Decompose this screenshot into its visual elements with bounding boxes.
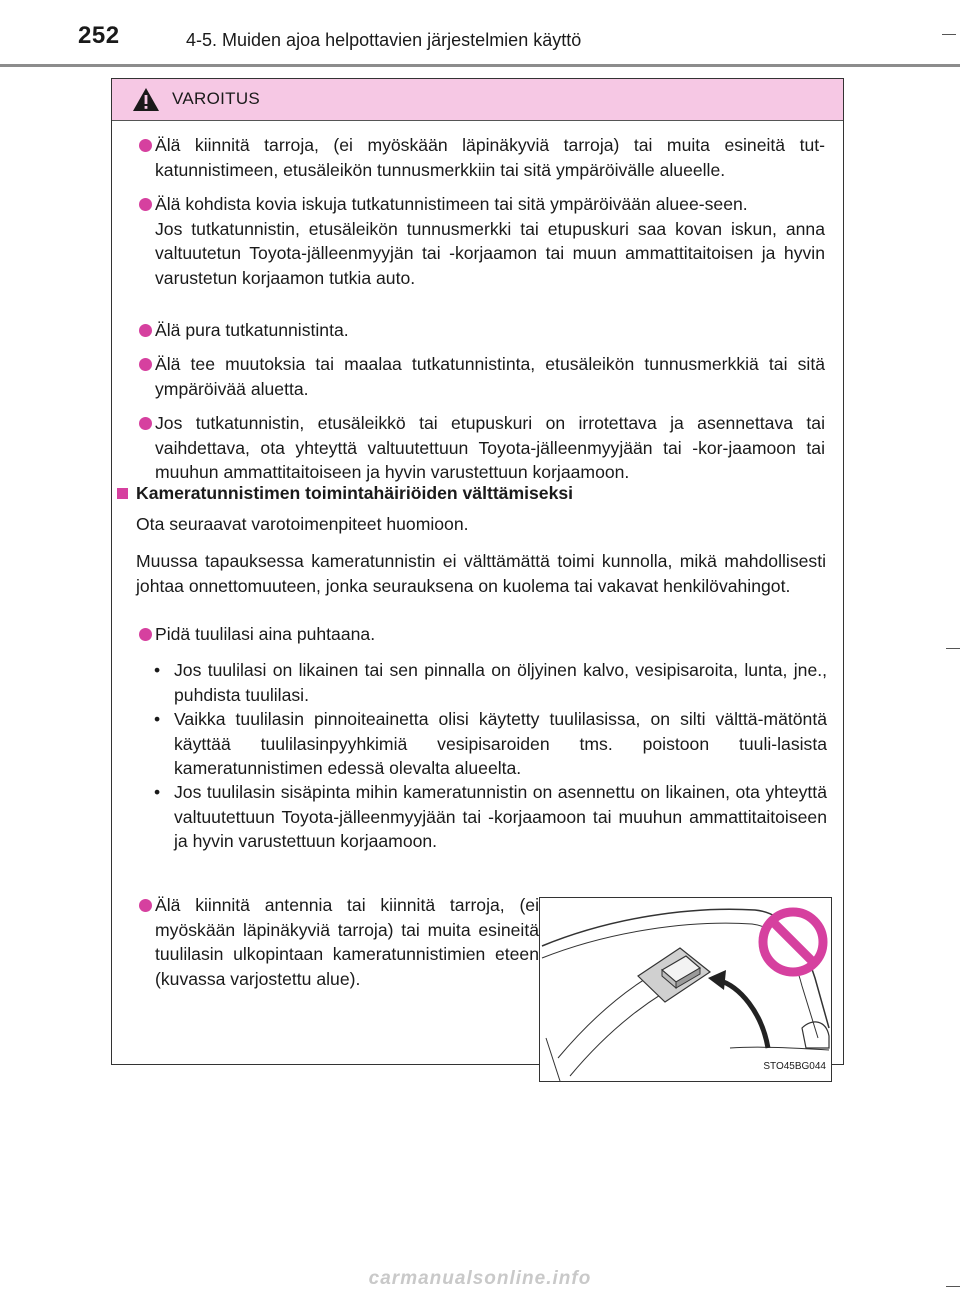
bullet-point-icon: • [154,709,161,729]
subsection-heading [112,481,832,506]
warning-title: VAROITUS [172,89,261,108]
sub-list-item-text: Vaikka tuulilasin pinnoiteainetta olisi käytetty tuulilasissa, on silti välttä-mätöntä käyttää tuulilasinpyyhkimiä vesipisaroiden tms. poistoon tuuli-lasista kameratunnistimen edessä olevalta alueelta. [174,709,827,778]
list-item [125,352,825,401]
list-item-text: Älä pura tutkatunnistinta. [155,320,349,340]
bullet-dot-icon [139,358,152,371]
list-item [125,133,825,182]
list-item [125,622,825,647]
crop-mark [942,34,956,35]
list-item-text: Jos tutkatunnistin, etusäleikön tunnusmerkki tai etupuskuri saa kovan iskun, anna valtuutetun Toyota-jälleenmyyjän tai -korjaamon tai muun ammattitaitoisen ja hyvin varustetun korjaamon tutkia auto. [155,218,825,288]
warning-box [111,78,844,1072]
list-item-text: Pidä tuulilasi aina puhtaana. [155,624,376,644]
crop-mark [946,648,960,649]
list-item-text: Älä kiinnitä tarroja, (ei myöskään läpinäkyviä tarroja) tai muita esineitä tut-katunnistimeen, etusäleikön tunnusmerkkiin tai sitä ympäröivälle alueelle. [155,135,825,180]
warning-triangle-icon [132,87,160,112]
page-number: 252 [78,22,120,49]
list-item-text: Älä tee muutoksia tai maalaa tutkatunnistinta, etusäleikön tunnusmerkkiä tai sitä ympäröivää aluetta. [155,354,825,399]
list-item-text: Älä kohdista kovia iskuja tutkatunnistimeen tai sitä ympäröivään aluee-seen. [155,194,748,214]
warning-header [112,79,843,121]
bullet-point-icon: • [154,782,161,802]
bullet-dot-icon [139,628,152,641]
windshield-illustration [539,897,832,1082]
sub-list-item-text: Jos tuulilasin sisäpinta mihin kameratunnistin on asennettu on likainen, ota yhteyttä valtuutettuun Toyota-jälleenmyyjään tai -korjaamoon tai muuhun ammattitaitoiseen ja hyvin varustettuun korjaamoon. [174,782,827,851]
bullet-dot-icon [139,139,152,152]
intro-text: Ota seuraavat varotoimenpiteet huomioon. [136,514,469,534]
figure-code: STO45BG044 [762,1055,827,1080]
watermark-text: carmanualsonline.info [368,1268,592,1289]
section-square-icon [117,488,128,499]
list-item [125,893,539,991]
warning-content [112,120,843,1072]
bullet-point-icon: • [154,660,161,680]
sub-list-item [152,707,827,781]
bullet-dot-icon [139,324,152,337]
list-item-text: Jos tutkatunnistin, etusäleikkö tai etupuskuri on irrotettava ja asennettava tai vaihdettava, ota yhteyttä valtuutettuun Toyota-jälleenmyyjään tai -kor-jaamoon tai muuhun ammattitaitoiseen ja hyvin varustettuun korjaamoon. [155,413,825,482]
bullet-dot-icon [139,417,152,430]
bullet-dot-icon [139,198,152,211]
consequence-text: Muussa tapauksessa kameratunnistin ei välttämättä toimi kunnolla, mikä mahdollisesti johtaa onnettomuuteen, jonka seurauksena on kuolema tai vakavat henkilövahingot. [136,551,826,596]
list-item-text: Älä kiinnitä antennia tai kiinnitä tarroja, (ei myöskään läpinäkyviä tarroja) tai muita esineitä tuulilasin ulkopintaan kameratunnistimien eteen (kuvassa varjostettu alue). [155,895,539,989]
sub-list-item [152,780,827,854]
bullet-dot-icon [139,899,152,912]
subsection-heading-text: Kameratunnistimen toimintahäiriöiden välttämiseksi [136,483,574,503]
sub-list-item-text: Jos tuulilasi on likainen tai sen pinnalla on öljyinen kalvo, vesipisaroita, lunta, jne., puhdista tuulilasi. [174,660,827,705]
sub-list-item [152,658,827,707]
list-item [125,411,825,485]
section-title: 4-5. Muiden ajoa helpottavien järjestelmien käyttö [186,30,582,50]
header-rule [0,64,960,67]
list-item [125,192,825,290]
list-item [125,318,825,343]
